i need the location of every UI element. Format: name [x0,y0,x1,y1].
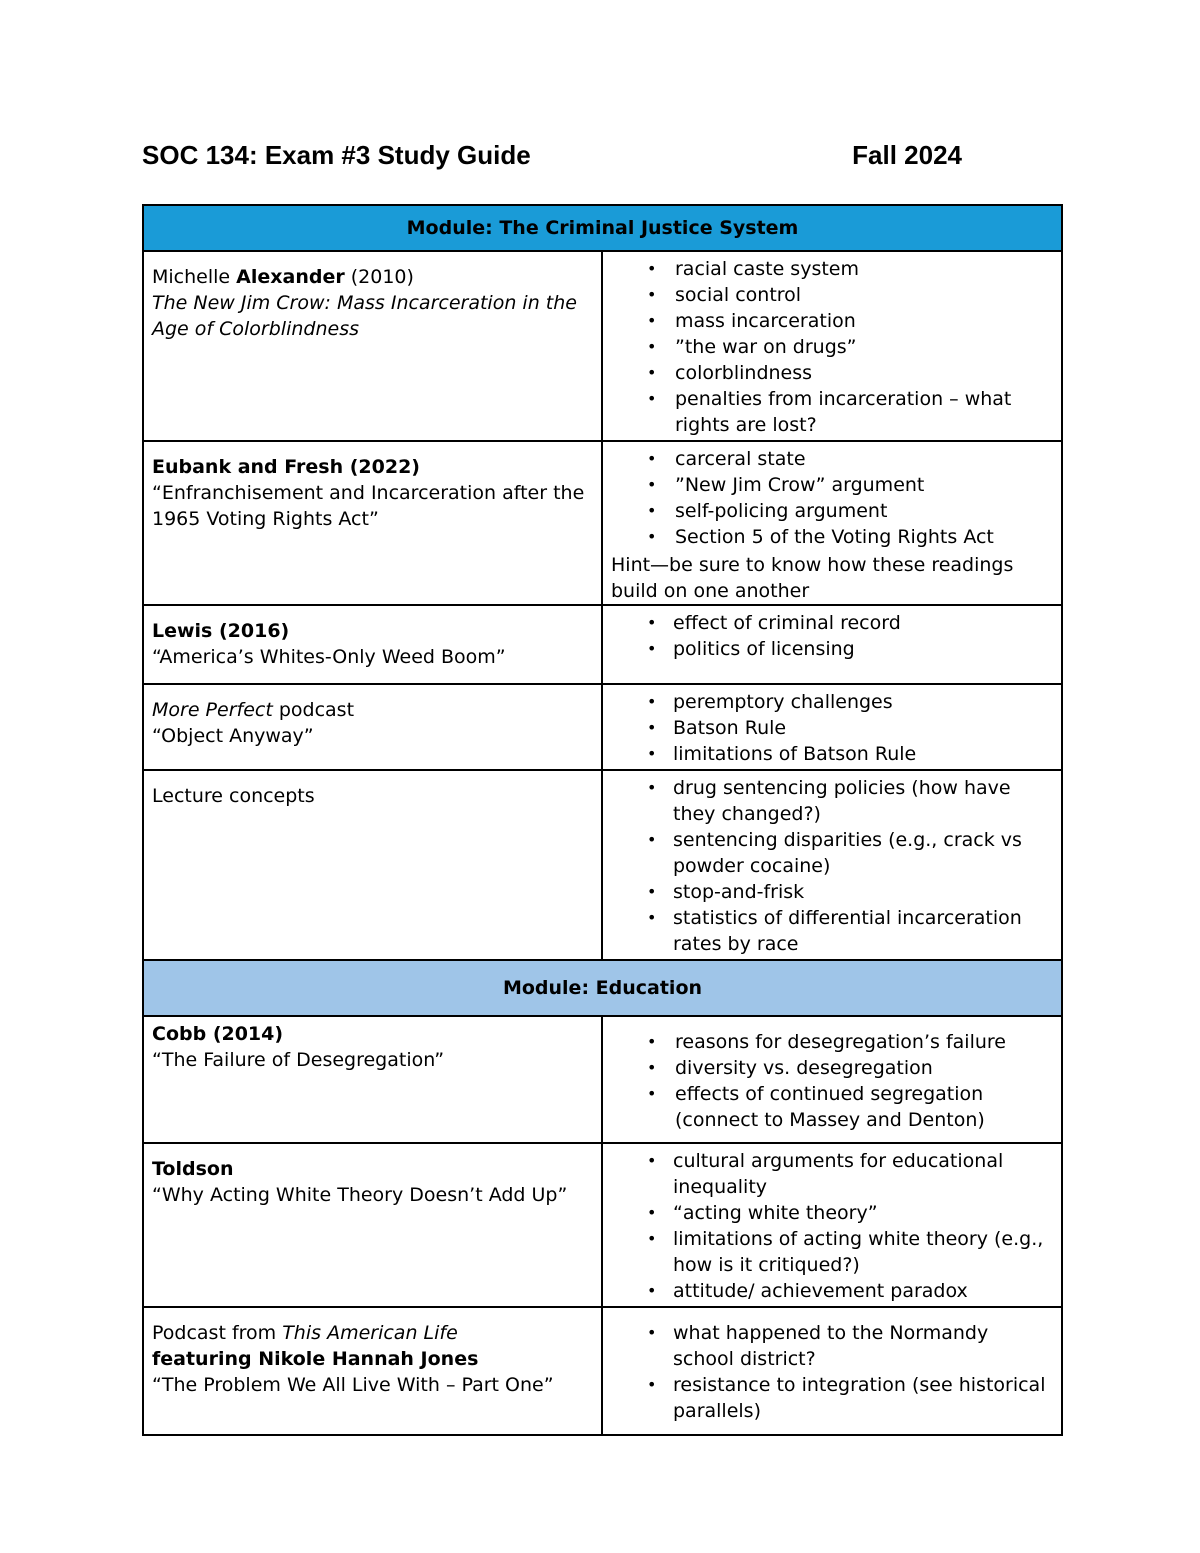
study-guide-table [142,204,1063,1436]
list-item: • colorblindness [603,360,1053,386]
concepts-cell [602,251,1062,441]
concepts-cell [602,684,1062,770]
list-item: • ”the war on drugs” [603,334,1053,360]
module-title: Module: Education [143,960,1062,1016]
table-row [143,684,1062,770]
reading-author: Eubank and Fresh (2022) [152,456,420,478]
document-title: SOC 134: Exam #3 Study Guide [142,140,531,170]
list-item: • social control [603,282,1053,308]
reading-source: Podcast from This American Life [152,1322,458,1344]
list-item: • penalties from incarceration – what rights are lost? [603,386,1053,438]
list-item: • “acting white theory” [603,1200,1053,1226]
reading-title: “Enfranchisement and Incarceration after the 1965 Voting Rights Act” [152,482,585,530]
reading-title: “Why Acting White Theory Doesn’t Add Up” [152,1184,568,1206]
reading-author: Cobb (2014) [152,1023,284,1045]
concept-list [603,1144,1061,1306]
list-item: • effects of continued segregation (connect to Massey and Denton) [603,1081,1053,1133]
reading-title: “Object Anyway” [152,725,314,747]
module-header-row [143,960,1062,1016]
list-item: • carceral state [603,446,1053,472]
list-item: • self-policing argument [603,498,1053,524]
list-item: • limitations of acting white theory (e.g., how is it critiqued?) [603,1226,1053,1278]
list-item: • politics of licensing [603,636,1053,662]
reading-cell [143,251,602,441]
reading-author: Lecture concepts [152,785,315,807]
list-item: • diversity vs. desegregation [603,1055,1053,1081]
table-row [143,770,1062,960]
reading-cell [143,1307,602,1435]
module-title: Module: The Criminal Justice System [143,205,1062,251]
concept-list [603,1017,1061,1135]
module-header-row [143,205,1062,251]
list-item: • statistics of differential incarceration rates by race [603,905,1053,957]
table-row [143,251,1062,441]
reading-cell [143,441,602,605]
concepts-cell [602,1307,1062,1435]
concept-list [603,252,1061,440]
reading-author: Lewis (2016) [152,620,290,642]
reading-featuring: featuring Nikole Hannah Jones [152,1348,479,1370]
reading-title: “The Problem We All Live With – Part One” [152,1374,554,1396]
list-item: • drug sentencing policies (how have they changed?) [603,775,1053,827]
concepts-cell [602,1143,1062,1307]
list-item: • ”New Jim Crow” argument [603,472,1053,498]
list-item: • cultural arguments for educational inequality [603,1148,1053,1200]
concept-list [603,442,1061,552]
list-item: • racial caste system [603,256,1053,282]
list-item: • Batson Rule [603,715,1053,741]
concept-list [603,685,1061,769]
concepts-cell [602,441,1062,605]
reading-title: “The Failure of Desegregation” [152,1049,445,1071]
reading-cell [143,1016,602,1143]
concept-list [603,771,1061,959]
reading-cell [143,605,602,684]
table-row [143,1143,1062,1307]
list-item: • what happened to the Normandy school district? [603,1320,1053,1372]
table-row [143,1016,1062,1143]
list-item: • sentencing disparities (e.g., crack vs powder cocaine) [603,827,1053,879]
page-heading [142,140,962,176]
list-item: • peremptory challenges [603,689,1053,715]
table-row [143,1307,1062,1435]
reading-title: The New Jim Crow: Mass Incarceration in the Age of Colorblindness [152,292,577,340]
concept-list [603,1308,1061,1426]
list-item: • reasons for desegregation’s failure [603,1029,1053,1055]
list-item: • mass incarceration [603,308,1053,334]
table-row [143,441,1062,605]
list-item: • resistance to integration (see historical parallels) [603,1372,1053,1424]
list-item: • effect of criminal record [603,610,1053,636]
reading-cell [143,684,602,770]
concept-list [603,606,1061,664]
list-item: • stop-and-frisk [603,879,1053,905]
table-row [143,605,1062,684]
hint-note: Hint—be sure to know how these readings build on one another [611,554,1014,602]
reading-author: More Perfect podcast [152,699,355,721]
concepts-cell [602,605,1062,684]
list-item: • limitations of Batson Rule [603,741,1053,767]
list-item: • attitude/ achievement paradox [603,1278,1053,1304]
concepts-cell [602,1016,1062,1143]
term-label: Fall 2024 [852,140,962,170]
list-item: • Section 5 of the Voting Rights Act [603,524,1053,550]
reading-author: Toldson [152,1158,234,1180]
concepts-cell [602,770,1062,960]
reading-author: Michelle Alexander (2010) [152,266,414,288]
reading-cell [143,1143,602,1307]
reading-cell [143,770,602,960]
reading-title: “America’s Whites-Only Weed Boom” [152,646,506,668]
